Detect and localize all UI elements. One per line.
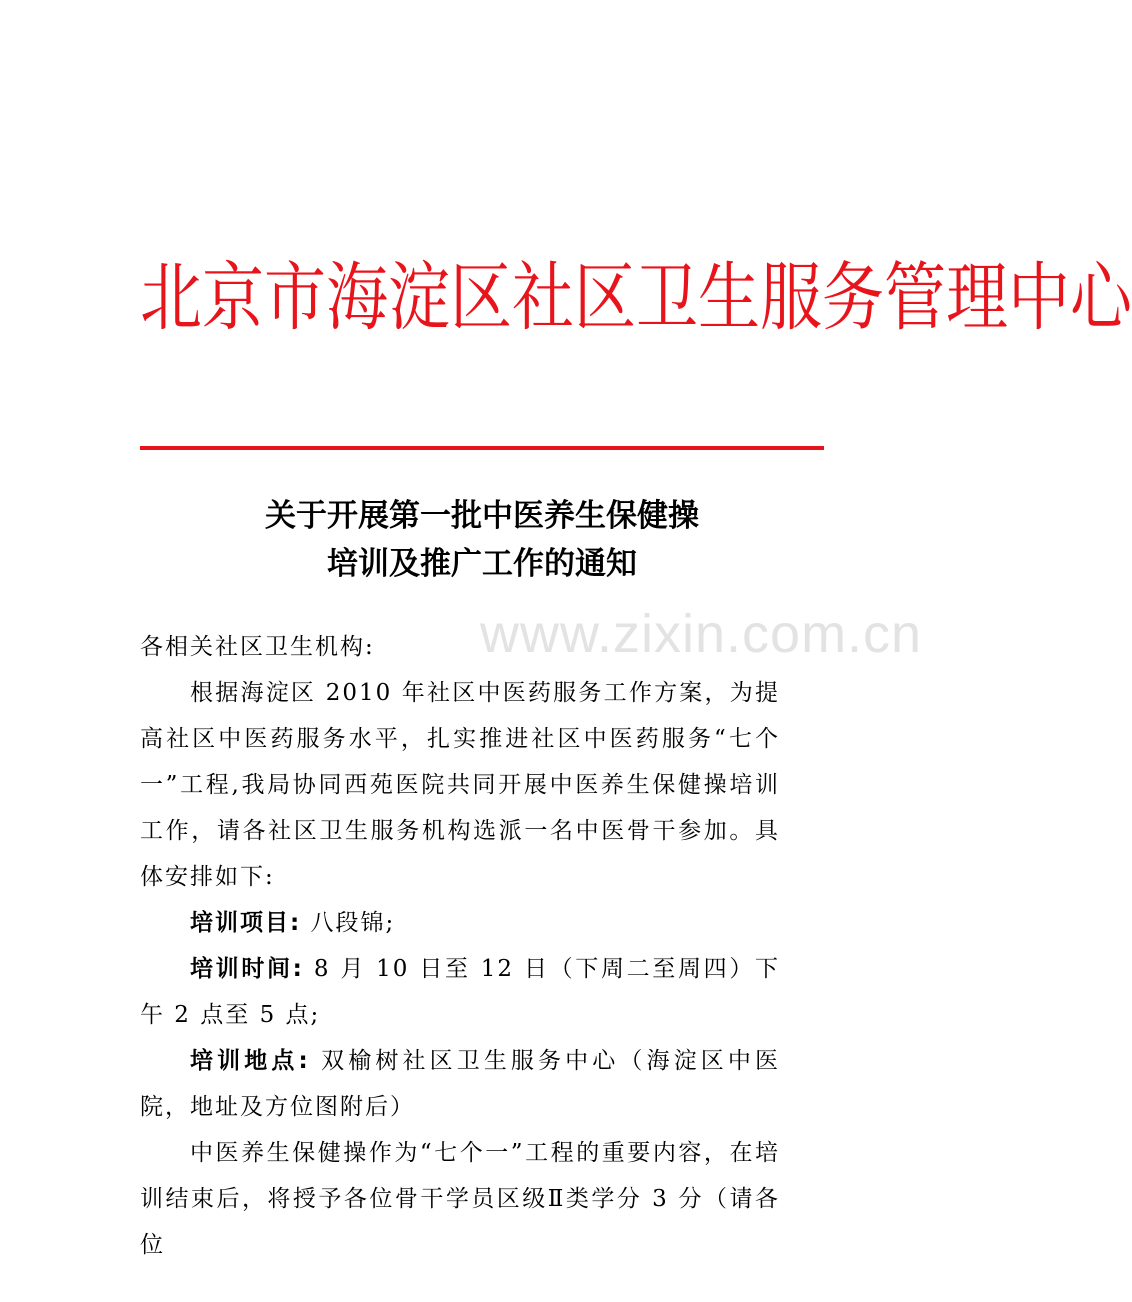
watermark: www.zixin.com.cn [480, 604, 923, 664]
org-header: 北京市海淀区社区卫生服务管理中心 [140, 253, 1132, 342]
salutation: 各相关社区卫生机构: [140, 634, 375, 660]
training-project-item [140, 900, 780, 946]
document-body [140, 624, 780, 1268]
document-title [140, 492, 824, 588]
training-time-label: 培训时间: [190, 956, 304, 982]
training-place-value: 双榆树社区卫生服务中心（海淀区中医院，地址及方位图附后） [140, 1048, 781, 1120]
credits-paragraph: 中医养生保健操作为“七个一”工程的重要内容，在培训结束后，将授予各位骨干学员区级Ⅱ类学分 3 分（请各位 [140, 1140, 780, 1258]
intro-paragraph: 根据海淀区 2010 年社区中医药服务工作方案，为提高社区中医药服务水平，扎实推进社区中医药服务“七个一”工程,我局协同西苑医院共同开展中医养生保健操培训工作，请各社区卫生服务机构选派一名中医骨干参加。具体安排如下: [140, 680, 780, 890]
title-line-1: 关于开展第一批中医养生保健操 [265, 498, 699, 534]
training-place-label: 培训地点: [190, 1048, 310, 1074]
training-project-value: 八段锦; [310, 910, 396, 936]
training-time-item [140, 946, 780, 1038]
title-line-2: 培训及推广工作的通知 [327, 546, 637, 582]
training-time-value: 8 月 10 日至 12 日（下周二至周四）下午 2 点至 5 点; [140, 956, 780, 1028]
red-divider-rule [140, 446, 824, 450]
training-project-label: 培训项目: [190, 910, 302, 936]
training-place-item [140, 1038, 780, 1130]
